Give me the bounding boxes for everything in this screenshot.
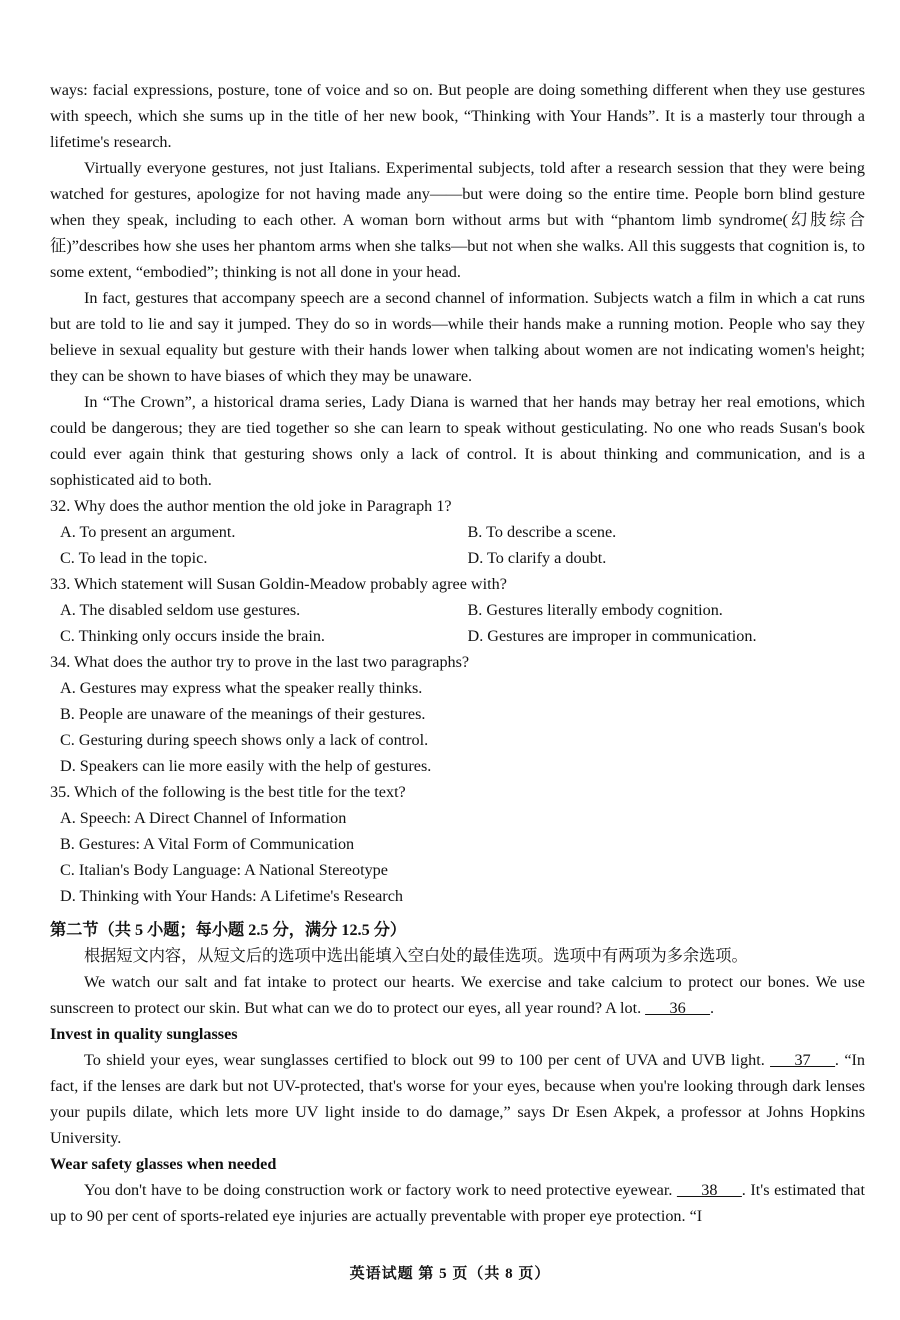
option-d: D. To clarify a doubt. — [467, 549, 607, 567]
option-a: A. Speech: A Direct Channel of Information — [60, 809, 347, 827]
option-d: D. Speakers can lie more easily with the help of gestures. — [60, 757, 432, 775]
paragraph-text: . “In fact, if the lenses are dark but not UV-protected, that's worse for your eyes, because when you're looking through dark lenses your pupils dilate, which lets more UV light inside to do damage,” says Dr Esen Akpek, a professor at Johns Hopkins University. — [50, 1051, 866, 1147]
option-c: C. Gesturing during speech shows only a lack of control. — [60, 731, 429, 749]
question-stem: 33. Which statement will Susan Goldin-Meadow probably agree with? — [50, 575, 507, 593]
option-c: C. Thinking only occurs inside the brain. — [60, 627, 325, 645]
question-33 — [50, 571, 865, 649]
subheading: Invest in quality sunglasses — [50, 1025, 238, 1043]
option-c: C. To lead in the topic. — [60, 549, 208, 567]
option-b: B. People are unaware of the meanings of their gestures. — [60, 705, 426, 723]
question-35 — [50, 779, 865, 909]
page-content — [50, 77, 865, 1229]
paragraph-text: We watch our salt and fat intake to protect our hearts. We exercise and take calcium to protect our bones. We use sunscreen to protect our skin. But what can we do to protect our eyes, all year round? A lot. — [50, 973, 865, 1017]
option-a: A. To present an argument. — [60, 523, 236, 541]
passage-paragraph: Virtually everyone gestures, not just Italians. Experimental subjects, told after a research session that they were being watched for gestures, apologize for not having made any——but were doing so the entire time. People born blind gesture when they speak, including to each other. A woman born without arms but with “phantom limb syndrome(幻肢综合征)”describes how she uses her phantom arms when she talks—but not when she walks. All this suggests that cognition is, to some extent, “embodied”; thinking is not all done in your head. — [50, 159, 865, 281]
question-34 — [50, 649, 865, 779]
paragraph-text: You don't have to be doing construction work or factory work to need protective eyewear. — [84, 1181, 677, 1199]
passage-paragraph: ways: facial expressions, posture, tone of voice and so on. But people are doing something different when they use gestures with speech, which she sums up in the title of her new book, “Thinking with Your Hands”. It is a masterly tour through a lifetime's research. — [50, 81, 865, 151]
question-stem: 35. Which of the following is the best title for the text? — [50, 783, 406, 801]
option-d: D. Gestures are improper in communication. — [467, 627, 757, 645]
option-b: B. To describe a scene. — [467, 523, 617, 541]
option-a: A. The disabled seldom use gestures. — [60, 601, 301, 619]
passage-paragraph: In fact, gestures that accompany speech are a second channel of information. Subjects watch a film in which a cat runs but are told to lie and say it jumped. They do so in words—while their hands make a running motion. People who say they believe in sexual equality but gesture with their hands lower when talking about women are not indicating women's height; they can be shown to have biases of which they may be unaware. — [50, 289, 865, 385]
section-heading: 第二节（共 5 小题；每小题 2.5 分，满分 12.5 分） — [50, 921, 407, 939]
answer-blank: ___38___ — [677, 1181, 742, 1199]
answer-blank: ___36___ — [645, 999, 710, 1017]
passage-paragraph: We watch our salt and fat intake to protect our hearts. We exercise and take calcium to protect our bones. We use sunscreen to protect our skin. But what can we do to protect our eyes, all year round? A lot. ___36___. — [50, 973, 865, 1017]
option-d: D. Thinking with Your Hands: A Lifetime's Research — [60, 887, 403, 905]
answer-blank: ___37___ — [770, 1051, 835, 1069]
question-stem: 32. Why does the author mention the old joke in Paragraph 1? — [50, 497, 452, 515]
passage-paragraph: In “The Crown”, a historical drama series, Lady Diana is warned that her hands may betray her real emotions, which could be dangerous; they are tied together so she can learn to speak without gesticulating. No one who reads Susan's book could ever again think that gesturing shows only a lack of control. It is about thinking and communication, and is a sophisticated aid to both. — [50, 393, 865, 489]
question-32 — [50, 493, 865, 571]
page-footer: 英语试题 第 5 页（共 8 页） — [349, 1266, 551, 1282]
subheading: Wear safety glasses when needed — [50, 1155, 277, 1173]
passage-paragraph — [50, 1047, 865, 1151]
option-c: C. Italian's Body Language: A National Stereotype — [60, 861, 388, 879]
paragraph-text: To shield your eyes, wear sunglasses certified to block out 99 to 100 per cent of UVA and UVB light. — [84, 1051, 771, 1069]
option-a: A. Gestures may express what the speaker really thinks. — [60, 679, 423, 697]
option-b: B. Gestures literally embody cognition. — [467, 601, 723, 619]
section-instruction: 根据短文内容，从短文后的选项中选出能填入空白处的最佳选项。选项中有两项为多余选项。 — [84, 947, 748, 965]
passage-paragraph — [50, 1177, 865, 1229]
question-stem: 34. What does the author try to prove in the last two paragraphs? — [50, 653, 470, 671]
paragraph-text: . It's estimated that up to 90 per cent of sports-related eye injuries are actually preventable with proper eye protection. “I — [50, 1181, 865, 1225]
option-b: B. Gestures: A Vital Form of Communication — [60, 835, 355, 853]
